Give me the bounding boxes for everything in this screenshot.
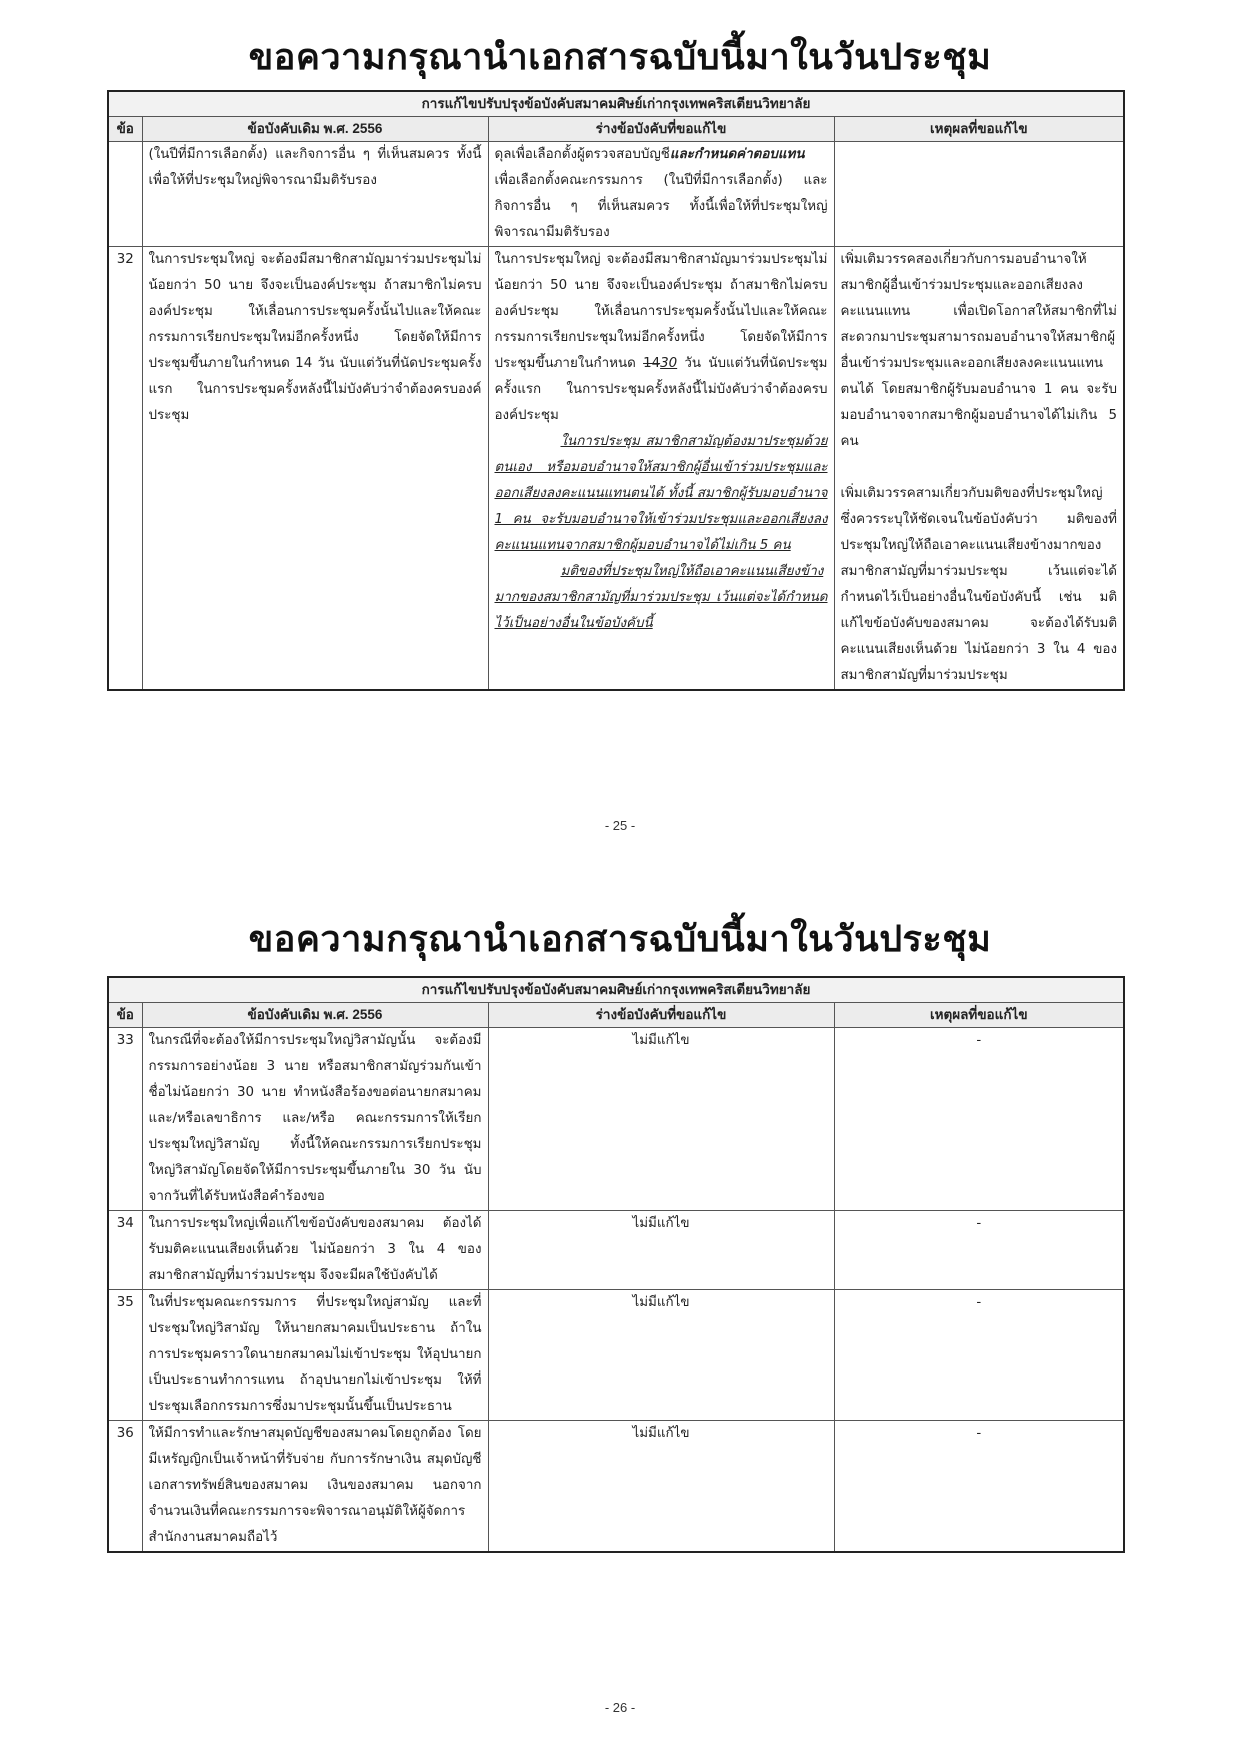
added-text: มติของที่ประชุมใหญ่ให้ถือเอาคะแนนเสียงข้างมากของสมาชิกสามัญที่มาร่วมประชุม เว้นแต่จะได้กำหนดไว้เป็นอย่างอื่นในข้อบังคับนี้	[494, 564, 828, 631]
clause-number	[108, 142, 142, 247]
added-text: 30	[660, 356, 678, 371]
column-header-no: ข้อ	[108, 117, 142, 142]
amendment-paragraph-2	[495, 429, 828, 559]
reason-text: -	[834, 1211, 1124, 1290]
column-header-draft-amendment: ร่างข้อบังคับที่ขอแก้ไข	[488, 117, 834, 142]
page-number: - 26 -	[604, 1700, 636, 1715]
draft-amendment-text: ไม่มีแก้ไข	[488, 1421, 834, 1553]
amendment-text: ในการประชุมใหญ่ จะต้องมีสมาชิกสามัญมาร่วมประชุมไม่น้อยกว่า 50 นาย จึงจะเป็นองค์ประชุม ถ้าสมาชิกไม่ครบองค์ประชุม ให้เลื่อนการประชุมครั้งนั้นไปและให้คณะกรรมการเรียกประชุมใหม่อีกครั้งหนึ่ง โดยจัดให้มีการประชุมขึ้นภายในกำหนด	[494, 252, 828, 371]
table-row	[108, 1290, 1124, 1421]
clause-number: 35	[108, 1290, 142, 1421]
table-row	[108, 1211, 1124, 1290]
reason-paragraph-1: เพิ่มเติมวรรคสองเกี่ยวกับการมอบอำนาจให้สมาชิกผู้อื่นเข้าร่วมประชุมและออกเสียงลงคะแนนแทน เพื่อเปิดโอกาสให้สมาชิกที่ไม่สะดวกมาประชุมสามารถมอบอำนาจให้สมาชิกผู้อื่นเข้าร่วมประชุมและออกเสียงลงคะแนนแทนตนได้ โดยสมาชิกผู้รับมอบอำนาจ 1 คน จะรับมอบอำนาจจากสมาชิกผู้มอบอำนาจได้ไม่เกิน 5 คน	[840, 252, 1118, 449]
table-row	[108, 142, 1124, 247]
amendment-text: วัน นับแต่วันที่นัดประชุมครั้งแรก ในการประชุมครั้งหลังนี้ไม่บังคับว่าจำต้องครบองค์ประชุม	[494, 356, 828, 423]
table-caption: การแก้ไขปรับปรุงข้อบังคับสมาคมศิษย์เก่ากรุงเทพคริสเตียนวิทยาลัย	[108, 977, 1124, 1003]
reason-text: -	[834, 1421, 1124, 1553]
old-regulation-text: ในที่ประชุมคณะกรรมการ ที่ประชุมใหญ่สามัญ และที่ประชุมใหญ่วิสามัญ ให้นายกสมาคมเป็นประธาน ถ้าในการประชุมคราวใดนายกสมาคมไม่เข้าประชุม ให้อุปนายกเป็นประธานทำการแทน ถ้าอุปนายกไม่เข้าประชุม ให้ที่ประชุมเลือกกรรมการซึ่งมาประชุมนั้นขึ้นเป็นประธาน	[142, 1290, 488, 1421]
draft-amendment-text: ไม่มีแก้ไข	[488, 1290, 834, 1421]
amendment-table-page-25	[107, 90, 1125, 691]
table-row	[108, 247, 1124, 691]
draft-amendment-text	[488, 142, 834, 247]
amendment-paragraph-1	[495, 247, 828, 429]
clause-number: 32	[108, 247, 142, 691]
inserted-text: และกำหนดค่าตอบแทน	[669, 147, 805, 162]
column-header-old-regulation: ข้อบังคับเดิม พ.ศ. 2556	[142, 1003, 488, 1028]
clause-number: 34	[108, 1211, 142, 1290]
clause-number: 36	[108, 1421, 142, 1553]
meeting-reminder-title: ขอความกรุณานำเอกสารฉบับนี้มาในวันประชุม	[248, 36, 992, 77]
old-regulation-text: ให้มีการทำและรักษาสมุดบัญชีของสมาคมโดยถูกต้อง โดยมีเหรัญญิกเป็นเจ้าหน้าที่รับจ่าย กับการรักษาเงิน สมุดบัญชี เอกสารทรัพย์สินของสมาคม เงินของสมาคม นอกจากจำนวนเงินที่คณะกรรมการจะพิจารณาอนุมัติให้ผู้จัดการสำนักงานสมาคมถือไว้	[142, 1421, 488, 1553]
table-caption: การแก้ไขปรับปรุงข้อบังคับสมาคมศิษย์เก่ากรุงเทพคริสเตียนวิทยาลัย	[108, 91, 1124, 117]
clause-number: 33	[108, 1028, 142, 1211]
reason-paragraph-2: เพิ่มเติมวรรคสามเกี่ยวกับมติของที่ประชุมใหญ่ ซึ่งควรระบุให้ชัดเจนในข้อบังคับว่า มติของที่ประชุมใหญ่ให้ถือเอาคะแนนเสียงข้างมากของสมาชิกสามัญที่มาร่วมประชุม เว้นแต่จะได้กำหนดไว้เป็นอย่างอื่นในข้อบังคับนี้ เช่น มติแก้ไขข้อบังคับของสมาคม จะต้องได้รับมติคะแนนเสียงเห็นด้วย ไม่น้อยกว่า 3 ใน 4 ของสมาชิกสามัญที่มาร่วมประชุม	[840, 486, 1118, 683]
draft-amendment-text: ไม่มีแก้ไข	[488, 1211, 834, 1290]
column-header-old-regulation: ข้อบังคับเดิม พ.ศ. 2556	[142, 117, 488, 142]
old-regulation-text: ในการประชุมใหญ่เพื่อแก้ไขข้อบังคับของสมาคม ต้องได้รับมติคะแนนเสียงเห็นด้วย ไม่น้อยกว่า 3 ใน 4 ของสมาชิกสามัญที่มาร่วมประชุม จึงจะมีผลใช้บังคับได้	[142, 1211, 488, 1290]
amendment-table-page-26	[107, 976, 1125, 1553]
column-header-no: ข้อ	[108, 1003, 142, 1028]
amendment-paragraph-3	[495, 559, 828, 637]
page-number: - 25 -	[604, 818, 636, 833]
column-header-reason: เหตุผลที่ขอแก้ไข	[834, 1003, 1124, 1028]
reason-text: -	[834, 1290, 1124, 1421]
amendment-text: เพื่อเลือกตั้งคณะกรรมการ (ในปีที่มีการเลือกตั้ง) และกิจการอื่น ๆ ที่เห็นสมควร ทั้งนี้เพื่อให้ที่ประชุมใหญ่พิจารณามีมติรับรอง	[494, 173, 828, 240]
draft-amendment-text: ไม่มีแก้ไข	[488, 1028, 834, 1211]
table-row	[108, 1421, 1124, 1553]
table-row	[108, 1028, 1124, 1211]
reason-text: -	[834, 1028, 1124, 1211]
old-regulation-text: (ในปีที่มีการเลือกตั้ง) และกิจการอื่น ๆ ที่เห็นสมควร ทั้งนี้เพื่อให้ที่ประชุมใหญ่พิจารณามีมติรับรอง	[142, 142, 488, 247]
column-header-reason: เหตุผลที่ขอแก้ไข	[834, 117, 1124, 142]
amendment-text: ดุลเพื่อเลือกตั้งผู้ตรวจสอบบัญชี	[494, 147, 670, 162]
column-header-draft-amendment: ร่างข้อบังคับที่ขอแก้ไข	[488, 1003, 834, 1028]
added-text: ในการประชุม สมาชิกสามัญต้องมาประชุมด้วยตนเอง หรือมอบอำนาจให้สมาชิกผู้อื่นเข้าร่วมประชุมและออกเสียงลงคะแนนแทนตนได้ ทั้งนี้ สมาชิกผู้รับมอบอำนาจ 1 คน จะรับมอบอำนาจให้เข้าร่วมประชุมและออกเสียงลงคะแนนแทนจากสมาชิกผู้มอบอำนาจได้ไม่เกิน 5 คน	[494, 434, 828, 553]
old-regulation-text: ในกรณีที่จะต้องให้มีการประชุมใหญ่วิสามัญนั้น จะต้องมีกรรมการอย่างน้อย 3 นาย หรือสมาชิกสามัญร่วมกันเข้าชื่อไม่น้อยกว่า 30 นาย ทำหนังสือร้องขอต่อนายกสมาคม และ/หรือเลขาธิการ และ/หรือ คณะกรรมการให้เรียกประชุมใหญ่วิสามัญ ทั้งนี้ให้คณะกรรมการเรียกประชุมใหญ่วิสามัญโดยจัดให้มีการประชุมขึ้นภายใน 30 วัน นับจากวันที่ได้รับหนังสือคำร้องขอ	[142, 1028, 488, 1211]
struck-text: 14	[643, 356, 661, 371]
reason-text	[834, 142, 1124, 247]
meeting-reminder-title: ขอความกรุณานำเอกสารฉบับนี้มาในวันประชุม	[248, 918, 992, 959]
draft-amendment-text	[488, 247, 834, 691]
old-regulation-text: ในการประชุมใหญ่ จะต้องมีสมาชิกสามัญมาร่วมประชุมไม่น้อยกว่า 50 นาย จึงจะเป็นองค์ประชุม ถ้าสมาชิกไม่ครบองค์ประชุม ให้เลื่อนการประชุมครั้งนั้นไปและให้คณะกรรมการเรียกประชุมใหม่อีกครั้งหนึ่ง โดยจัดให้มีการประชุมขึ้นภายในกำหนด 14 วัน นับแต่วันที่นัดประชุมครั้งแรก ในการประชุมครั้งหลังนี้ไม่บังคับว่าจำต้องครบองค์ประชุม	[142, 247, 488, 691]
reason-text	[834, 247, 1124, 691]
